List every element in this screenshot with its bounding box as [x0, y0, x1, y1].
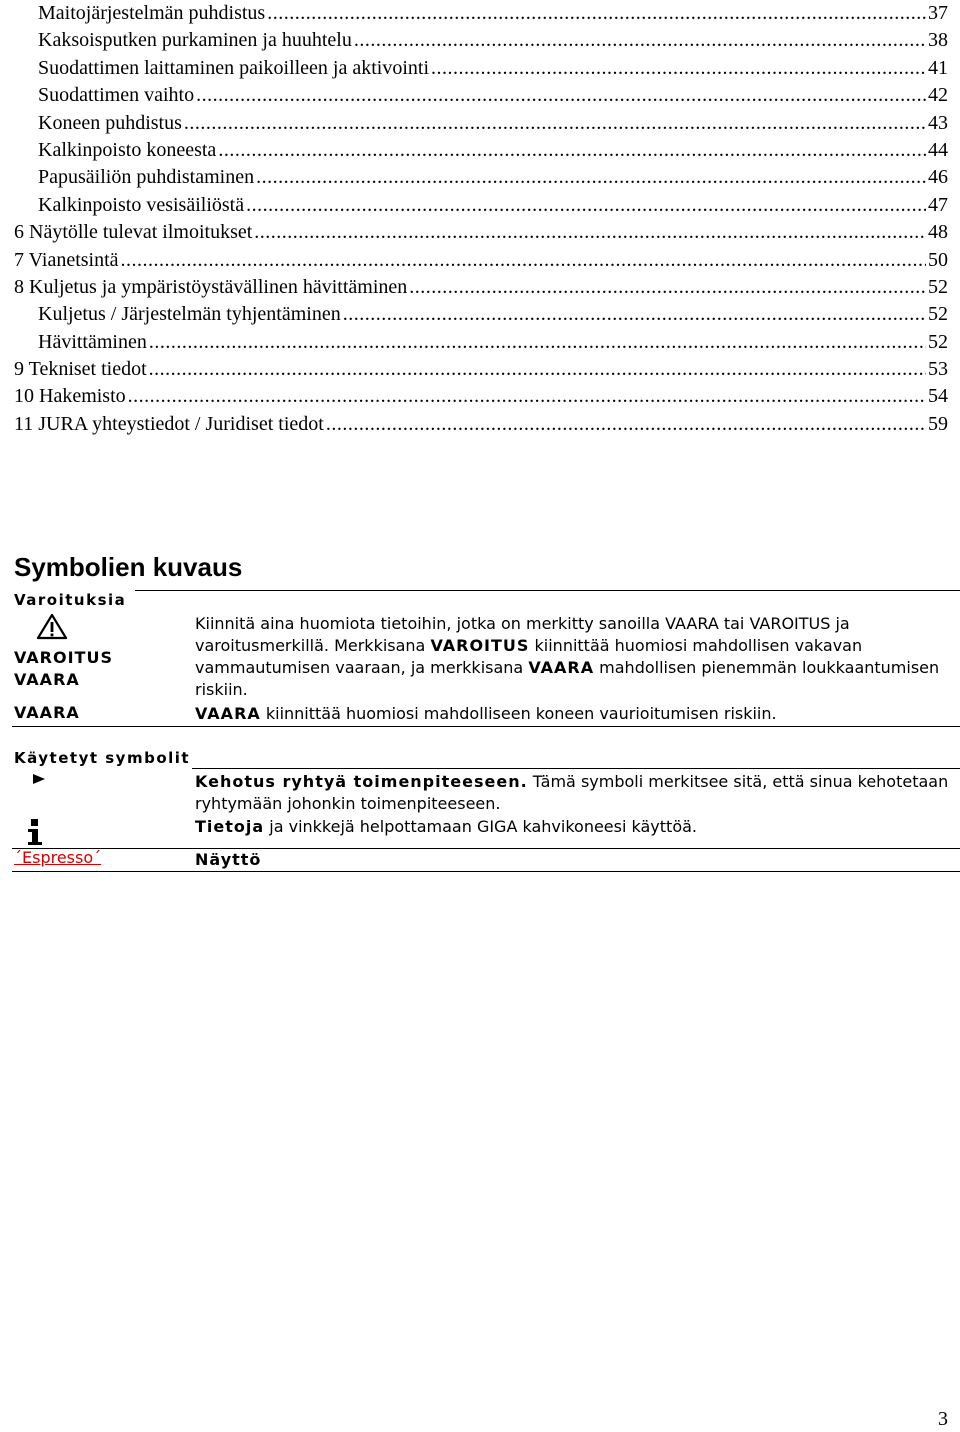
- toc-page-number: 43: [928, 111, 948, 134]
- toc-page-number: 44: [928, 138, 948, 161]
- info-icon: [27, 818, 43, 846]
- toc-entry-label: Kalkinpoisto koneesta: [38, 138, 217, 161]
- section-title: Symbolien kuvaus: [14, 552, 243, 582]
- toc-entry[interactable]: [14, 329, 948, 356]
- toc-leader-dots: [409, 274, 926, 301]
- warning-description: [195, 613, 955, 701]
- display-text-example: ´Espresso´: [14, 848, 102, 867]
- toc-entry[interactable]: [14, 383, 948, 410]
- toc-entry[interactable]: [14, 356, 948, 383]
- info-description: [195, 816, 955, 838]
- toc-entry[interactable]: [14, 137, 948, 164]
- arrow-right-icon: [32, 773, 46, 785]
- toc-page-number: 38: [928, 29, 948, 52]
- toc-entry-label: 6 Näytölle tulevat ilmoitukset: [14, 221, 253, 244]
- toc-page-number: 52: [928, 330, 948, 353]
- warnings-label: Varoituksia: [14, 591, 127, 609]
- toc-leader-dots: [196, 82, 926, 109]
- warning-triangle-icon: [36, 613, 68, 640]
- toc-page-number: 54: [928, 385, 948, 408]
- page-number: 3: [938, 1408, 948, 1430]
- toc-leader-dots: [254, 219, 926, 246]
- toc-page-number: 48: [928, 221, 948, 244]
- toc-leader-dots: [326, 411, 926, 438]
- toc-entry-label: 10 Hakemisto: [14, 385, 126, 408]
- toc-entry[interactable]: [14, 192, 948, 219]
- info-keyword: Tietoja: [195, 817, 265, 836]
- action-keyword: Kehotus ryhtyä toimenpiteeseen.: [195, 772, 528, 791]
- toc-entry-label: Hävittäminen: [38, 330, 147, 353]
- divider: [192, 768, 960, 769]
- warning-word-varoitus: VAROITUS: [14, 648, 113, 667]
- toc-entry[interactable]: [14, 411, 948, 438]
- toc-entry[interactable]: [14, 274, 948, 301]
- toc-page-number: 52: [928, 303, 948, 326]
- divider: [12, 871, 960, 872]
- warning-keyword-varoitus: VAROITUS: [430, 636, 530, 655]
- divider: [12, 848, 960, 849]
- warning-word-vaara-damage: VAARA: [14, 703, 80, 722]
- toc-entry[interactable]: [14, 164, 948, 191]
- toc-page-number: 59: [928, 412, 948, 435]
- toc-entry-label: Koneen puhdistus: [38, 111, 182, 134]
- toc-page-number: 50: [928, 248, 948, 271]
- toc-entry-label: Suodattimen vaihto: [38, 84, 195, 107]
- toc-entry[interactable]: [14, 301, 948, 328]
- toc-leader-dots: [149, 329, 926, 356]
- toc-entry[interactable]: [14, 27, 948, 54]
- damage-description: [195, 703, 955, 725]
- toc-entry-label: Kuljetus / Järjestelmän tyhjentäminen: [38, 303, 341, 326]
- toc-leader-dots: [128, 383, 926, 410]
- toc-entry-label: Papusäiliön puhdistaminen: [38, 166, 255, 189]
- toc-leader-dots: [121, 247, 926, 274]
- toc-page-number: 37: [928, 2, 948, 24]
- toc-page-number: 46: [928, 166, 948, 189]
- toc-leader-dots: [343, 301, 926, 328]
- used-symbols-label: Käytetyt symbolit: [14, 749, 191, 767]
- action-description: [195, 771, 955, 815]
- display-label: Näyttö: [195, 850, 262, 869]
- toc-leader-dots: [431, 55, 926, 82]
- toc-entry-label: Maitojärjestelmän puhdistus: [38, 2, 266, 24]
- toc-entry[interactable]: [14, 219, 948, 246]
- toc-entry-label: 11 JURA yhteystiedot / Juridiset tiedot: [14, 412, 324, 435]
- table-of-contents: [14, 0, 948, 438]
- toc-entry-label: 7 Vianetsintä: [14, 248, 119, 271]
- toc-leader-dots: [246, 192, 926, 219]
- toc-entry[interactable]: [14, 247, 948, 274]
- toc-page-number: 47: [928, 193, 948, 216]
- toc-page-number: 42: [928, 84, 948, 107]
- toc-entry[interactable]: [14, 0, 948, 27]
- toc-entry[interactable]: [14, 110, 948, 137]
- toc-leader-dots: [218, 137, 926, 164]
- toc-leader-dots: [149, 356, 926, 383]
- toc-page-number: 53: [928, 358, 948, 381]
- action-description-text: Tämä symboli merkitsee sitä, että sinua kehotetaan ryhtymään johonkin toimenpiteeseen.: [195, 772, 949, 813]
- warning-description-text: Kiinnitä aina huomiota tietoihin, jotka on merkitty sanoilla VAARA tai VAROITUS ja varoitusmerkillä. Merkkisana: [195, 614, 850, 655]
- toc-page-number: 52: [928, 275, 948, 298]
- warning-keyword-vaara: VAARA: [528, 658, 595, 677]
- warning-word-vaara: VAARA: [14, 670, 80, 689]
- warning-description-text: kiinnittää huomiosi mahdollisen vakavan vammautumisen vaaraan, ja merkkisana: [195, 636, 863, 677]
- toc-entry-label: Kalkinpoisto vesisäiliöstä: [38, 193, 245, 216]
- info-description-text: ja vinkkejä helpottamaan GIGA kahvikoneesi käyttöä.: [264, 817, 697, 836]
- toc-entry-label: 9 Tekniset tiedot: [14, 358, 147, 381]
- toc-leader-dots: [267, 0, 926, 27]
- toc-entry[interactable]: [14, 82, 948, 109]
- warning-description-text: mahdollisen pienemmän loukkaantumisen riskiin.: [195, 658, 940, 699]
- divider: [12, 726, 960, 727]
- toc-page-number: 41: [928, 56, 948, 79]
- divider: [135, 590, 960, 591]
- damage-description-text: kiinnittää huomiosi mahdolliseen koneen vaurioitumisen riskiin.: [260, 704, 777, 723]
- toc-entry[interactable]: [14, 55, 948, 82]
- toc-entry-label: 8 Kuljetus ja ympäristöystävällinen hävittäminen: [14, 275, 408, 298]
- toc-entry-label: Kaksoisputken purkaminen ja huuhtelu: [38, 29, 352, 52]
- damage-keyword-vaara: VAARA: [195, 704, 261, 723]
- toc-leader-dots: [256, 164, 926, 191]
- toc-entry-label: Suodattimen laittaminen paikoilleen ja aktivointi: [38, 56, 430, 79]
- toc-leader-dots: [184, 110, 926, 137]
- toc-leader-dots: [354, 27, 926, 54]
